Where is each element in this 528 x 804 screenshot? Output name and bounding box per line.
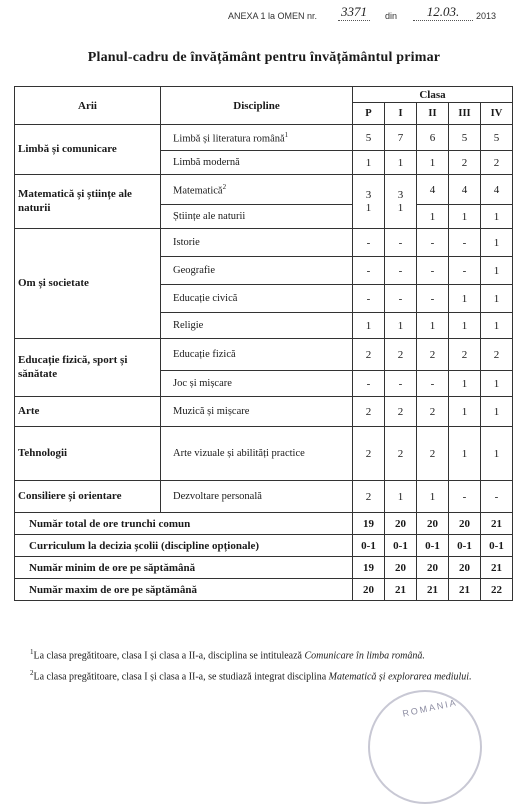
totals-value: 0-1	[481, 535, 513, 557]
value-cell: 1	[449, 371, 481, 397]
totals-value: 0-1	[417, 535, 449, 557]
area-name: Limbă și comunicare	[15, 125, 161, 175]
discipline-name: Arte vizuale și abilități practice	[161, 427, 353, 481]
value-cell: -	[353, 371, 385, 397]
discipline-name: Dezvoltare personală	[161, 481, 353, 513]
area-name: Arte	[15, 397, 161, 427]
discipline-name: Muzică și mișcare	[161, 397, 353, 427]
table-row	[15, 427, 513, 481]
totals-row	[15, 557, 513, 579]
area-name: Om și societate	[15, 229, 161, 339]
value-cell: 5	[481, 125, 513, 151]
value-cell: 1	[449, 313, 481, 339]
table-row	[15, 175, 513, 205]
area-name: Matematică și științe ale naturii	[15, 175, 161, 229]
footnote-2: $^2$La clasa pregătitoare, clasa I și clasa a II-a, se studiază integrat disciplina Matematică și explorarea mediului.	[30, 668, 472, 683]
totals-value: 19	[353, 557, 385, 579]
value-cell: 1	[385, 481, 417, 513]
value-cell: 2	[353, 427, 385, 481]
totals-value: 21	[449, 579, 481, 601]
totals-row	[15, 579, 513, 601]
totals-label: Număr minim de ore pe săptămână	[15, 557, 353, 579]
value-cell: -	[353, 285, 385, 313]
totals-value: 20	[417, 557, 449, 579]
value-cell: 4	[417, 175, 449, 205]
value-cell: 3 1	[353, 175, 385, 229]
footnote-1: $^1$La clasa pregătitoare, clasa I și clasa a II-a, disciplina se intitulează Comunicare în limba română.	[30, 648, 425, 662]
value-cell: 2	[417, 427, 449, 481]
totals-value: 20	[353, 579, 385, 601]
totals-value: 0-1	[353, 535, 385, 557]
value-cell: 1	[481, 285, 513, 313]
totals-value: 20	[385, 557, 417, 579]
value-cell: 1	[449, 205, 481, 229]
value-cell: -	[481, 481, 513, 513]
value-cell: 1	[353, 151, 385, 175]
totals-value: 0-1	[385, 535, 417, 557]
value-cell: 1	[417, 205, 449, 229]
area-name: Educație fizică, sport și sănătate	[15, 339, 161, 397]
totals-value: 19	[353, 513, 385, 535]
value-cell: 1	[481, 371, 513, 397]
value-cell: 2	[385, 397, 417, 427]
value-cell: 7	[385, 125, 417, 151]
value-cell: -	[385, 371, 417, 397]
curriculum-table	[14, 86, 513, 601]
value-cell: 2	[353, 481, 385, 513]
value-cell: 1	[481, 397, 513, 427]
value-cell: 1	[481, 427, 513, 481]
value-cell: -	[353, 229, 385, 257]
discipline-name: Limbă și literatura română$^1$	[161, 125, 353, 151]
grade-header: IV	[481, 103, 513, 125]
totals-value: 21	[481, 557, 513, 579]
value-cell: 1	[417, 313, 449, 339]
discipline-name: Religie	[161, 313, 353, 339]
totals-value: 20	[449, 513, 481, 535]
page-title: Planul-cadru de învățământ pentru învățământul primar	[87, 50, 441, 65]
value-cell: 5	[449, 125, 481, 151]
value-cell: 4	[449, 175, 481, 205]
discipline-name: Joc și mișcare	[161, 371, 353, 397]
totals-value: 20	[417, 513, 449, 535]
stamp-text: ROMANIA	[401, 697, 459, 719]
annex-reference: ANEXA 1 la OMEN nr.	[228, 11, 318, 21]
table-row	[15, 125, 513, 151]
totals-value: 20	[385, 513, 417, 535]
value-cell: -	[449, 481, 481, 513]
value-cell: 1	[449, 397, 481, 427]
totals-value: 20	[449, 557, 481, 579]
discipline-name: Limbă modernă	[161, 151, 353, 175]
din-label: din	[385, 11, 398, 21]
table-row	[15, 339, 513, 371]
value-cell: -	[385, 229, 417, 257]
footnotes	[30, 648, 510, 690]
totals-value: 22	[481, 579, 513, 601]
value-cell: 1	[385, 313, 417, 339]
value-cell: 2	[353, 397, 385, 427]
value-cell: -	[353, 257, 385, 285]
value-cell: 4	[481, 175, 513, 205]
value-cell: 2	[417, 397, 449, 427]
header-discipline: Discipline	[161, 87, 353, 125]
value-cell: 1	[417, 481, 449, 513]
value-cell: 2	[417, 339, 449, 371]
totals-value: 21	[417, 579, 449, 601]
grade-header: P	[353, 103, 385, 125]
header-clasa: Clasa	[353, 87, 513, 103]
totals-row	[15, 513, 513, 535]
value-cell: 1	[449, 285, 481, 313]
totals-value: 21	[385, 579, 417, 601]
value-cell: 1	[481, 257, 513, 285]
grade-header: I	[385, 103, 417, 125]
table-row	[15, 481, 513, 513]
discipline-name: Matematică$^2$	[161, 175, 353, 205]
value-cell: -	[417, 285, 449, 313]
table-row	[15, 229, 513, 257]
discipline-name: Educație fizică	[161, 339, 353, 371]
header-arii: Arii	[15, 87, 161, 125]
value-cell: 1	[481, 313, 513, 339]
grade-header: II	[417, 103, 449, 125]
value-cell: 2	[385, 339, 417, 371]
totals-value: 21	[481, 513, 513, 535]
value-cell: 2	[353, 339, 385, 371]
value-cell: -	[385, 257, 417, 285]
order-date: 12.03.	[413, 4, 473, 21]
discipline-name: Științe ale naturii	[161, 205, 353, 229]
value-cell: 6	[417, 125, 449, 151]
value-cell: 1	[385, 151, 417, 175]
value-cell: 5	[353, 125, 385, 151]
value-cell: 1	[449, 427, 481, 481]
value-cell: -	[417, 229, 449, 257]
value-cell: 2	[385, 427, 417, 481]
area-name: Consiliere și orientare	[15, 481, 161, 513]
totals-label: Număr total de ore trunchi comun	[15, 513, 353, 535]
value-cell: -	[385, 285, 417, 313]
value-cell: 1	[481, 205, 513, 229]
value-cell: 2	[449, 339, 481, 371]
grade-header: III	[449, 103, 481, 125]
value-cell: 1	[353, 313, 385, 339]
order-year: 2013	[476, 11, 497, 21]
area-name: Tehnologii	[15, 427, 161, 481]
value-cell: 2	[449, 151, 481, 175]
totals-row	[15, 535, 513, 557]
discipline-name: Geografie	[161, 257, 353, 285]
value-cell: -	[417, 371, 449, 397]
discipline-name: Istorie	[161, 229, 353, 257]
totals-label: Număr maxim de ore pe săptămână	[15, 579, 353, 601]
value-cell: 3 1	[385, 175, 417, 229]
value-cell: 2	[481, 151, 513, 175]
totals-value: 0-1	[449, 535, 481, 557]
order-number: 3371	[338, 4, 370, 21]
value-cell: -	[449, 257, 481, 285]
discipline-name: Educație civică	[161, 285, 353, 313]
table-row	[15, 397, 513, 427]
value-cell: -	[417, 257, 449, 285]
value-cell: 2	[481, 339, 513, 371]
totals-label: Curriculum la decizia școlii (discipline opționale)	[15, 535, 353, 557]
value-cell: 1	[417, 151, 449, 175]
value-cell: 1	[481, 229, 513, 257]
value-cell: -	[449, 229, 481, 257]
